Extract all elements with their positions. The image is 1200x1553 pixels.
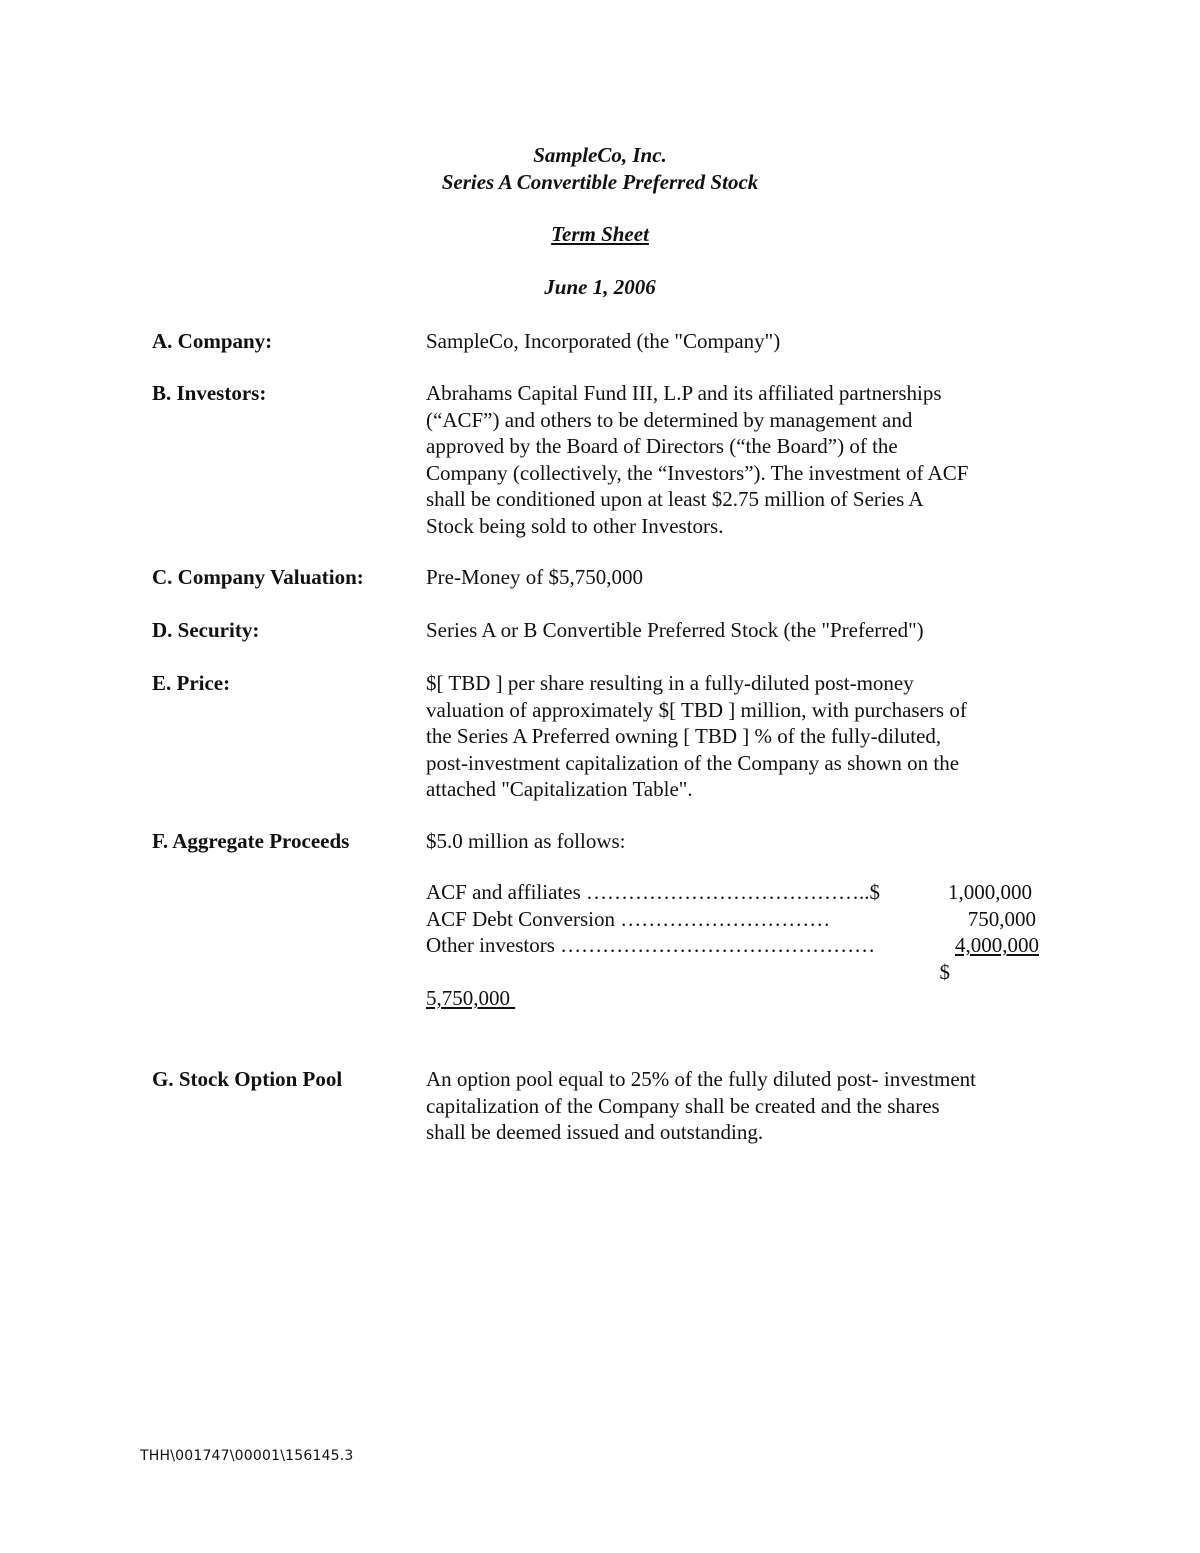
- section-text: [426, 670, 1066, 803]
- section-text: [426, 380, 1066, 539]
- text-line: shall be deemed issued and outstanding.: [426, 1120, 764, 1144]
- proceeds-row: [426, 932, 1046, 959]
- proceeds-total-symbol-row: [426, 959, 1046, 986]
- section-label: B. Investors:: [152, 381, 267, 405]
- text-line: Pre-Money of $5,750,000: [426, 565, 643, 589]
- proceeds-source: Other investors ………………………………………: [426, 933, 876, 957]
- text-line: (“ACF”) and others to be determined by management and: [426, 407, 913, 432]
- document-type-title: Term Sheet: [551, 222, 649, 246]
- proceeds-source: ACF Debt Conversion …………………………: [426, 906, 831, 931]
- series-title: Series A Convertible Preferred Stock: [441, 170, 759, 194]
- text-line: SampleCo, Incorporated (the "Company"): [426, 329, 781, 353]
- text-line: attached "Capitalization Table".: [426, 777, 693, 801]
- document-date: June 1, 2006: [544, 275, 656, 299]
- proceeds-total-value: 5,750,000: [426, 986, 510, 1010]
- section-label: C. Company Valuation:: [152, 565, 364, 589]
- text-line: An option pool equal to 25% of the fully diluted post- investment: [426, 1067, 977, 1091]
- section-text: [426, 328, 1066, 355]
- text-line: Abrahams Capital Fund III, L.P and its affiliated partnerships: [426, 381, 942, 405]
- text-line: capitalization of the Company shall be created and the shares: [426, 1093, 940, 1118]
- proceeds-row: [426, 879, 1046, 906]
- text-line: $[ TBD ] per share resulting in a fully-diluted post-money: [426, 671, 914, 695]
- proceeds-amount: 1,000,000: [948, 880, 1032, 904]
- section-text: [426, 828, 1066, 855]
- text-line: Company (collectively, the “Investors”). The investment of ACF: [426, 460, 969, 485]
- section-label: D. Security:: [152, 618, 260, 642]
- section-label: F. Aggregate Proceeds: [152, 829, 350, 853]
- text-line: valuation of approximately $[ TBD ] million, with purchasers of: [426, 697, 967, 722]
- text-line: Series A or B Convertible Preferred Stock (the "Preferred"): [426, 618, 924, 642]
- proceeds-amount: 4,000,000: [955, 933, 1039, 957]
- text-line: post-investment capitalization of the Company as shown on the: [426, 750, 960, 775]
- proceeds-total: [426, 985, 515, 1012]
- section-label: A. Company:: [152, 329, 273, 353]
- proceeds-total-row: [426, 985, 1046, 1012]
- text-line: approved by the Board of Directors (“the Board”) of the: [426, 434, 898, 458]
- section-text: [426, 1066, 1066, 1146]
- section-text: [426, 564, 1066, 591]
- proceeds-row: [426, 906, 1046, 933]
- proceeds-amount: 750,000: [967, 906, 1036, 931]
- company-title: SampleCo, Inc.: [533, 143, 667, 167]
- proceeds-total-symbol: $: [939, 959, 950, 984]
- text-line: Stock being sold to other Investors.: [426, 513, 724, 538]
- section-label: G. Stock Option Pool: [152, 1067, 343, 1091]
- section-label: E. Price:: [152, 671, 231, 695]
- text-line: the Series A Preferred owning [ TBD ] % of the fully-diluted,: [426, 724, 942, 748]
- proceeds-table: [426, 879, 1046, 1012]
- text-line: $5.0 million as follows:: [426, 829, 626, 853]
- proceeds-source: ACF and affiliates …………………………………..$: [426, 880, 881, 904]
- text-line: shall be conditioned upon at least $2.75 million of Series A: [426, 487, 924, 511]
- document-id-footer: THH\001747\00001\156145.3: [140, 1448, 354, 1464]
- section-text: [426, 617, 1066, 644]
